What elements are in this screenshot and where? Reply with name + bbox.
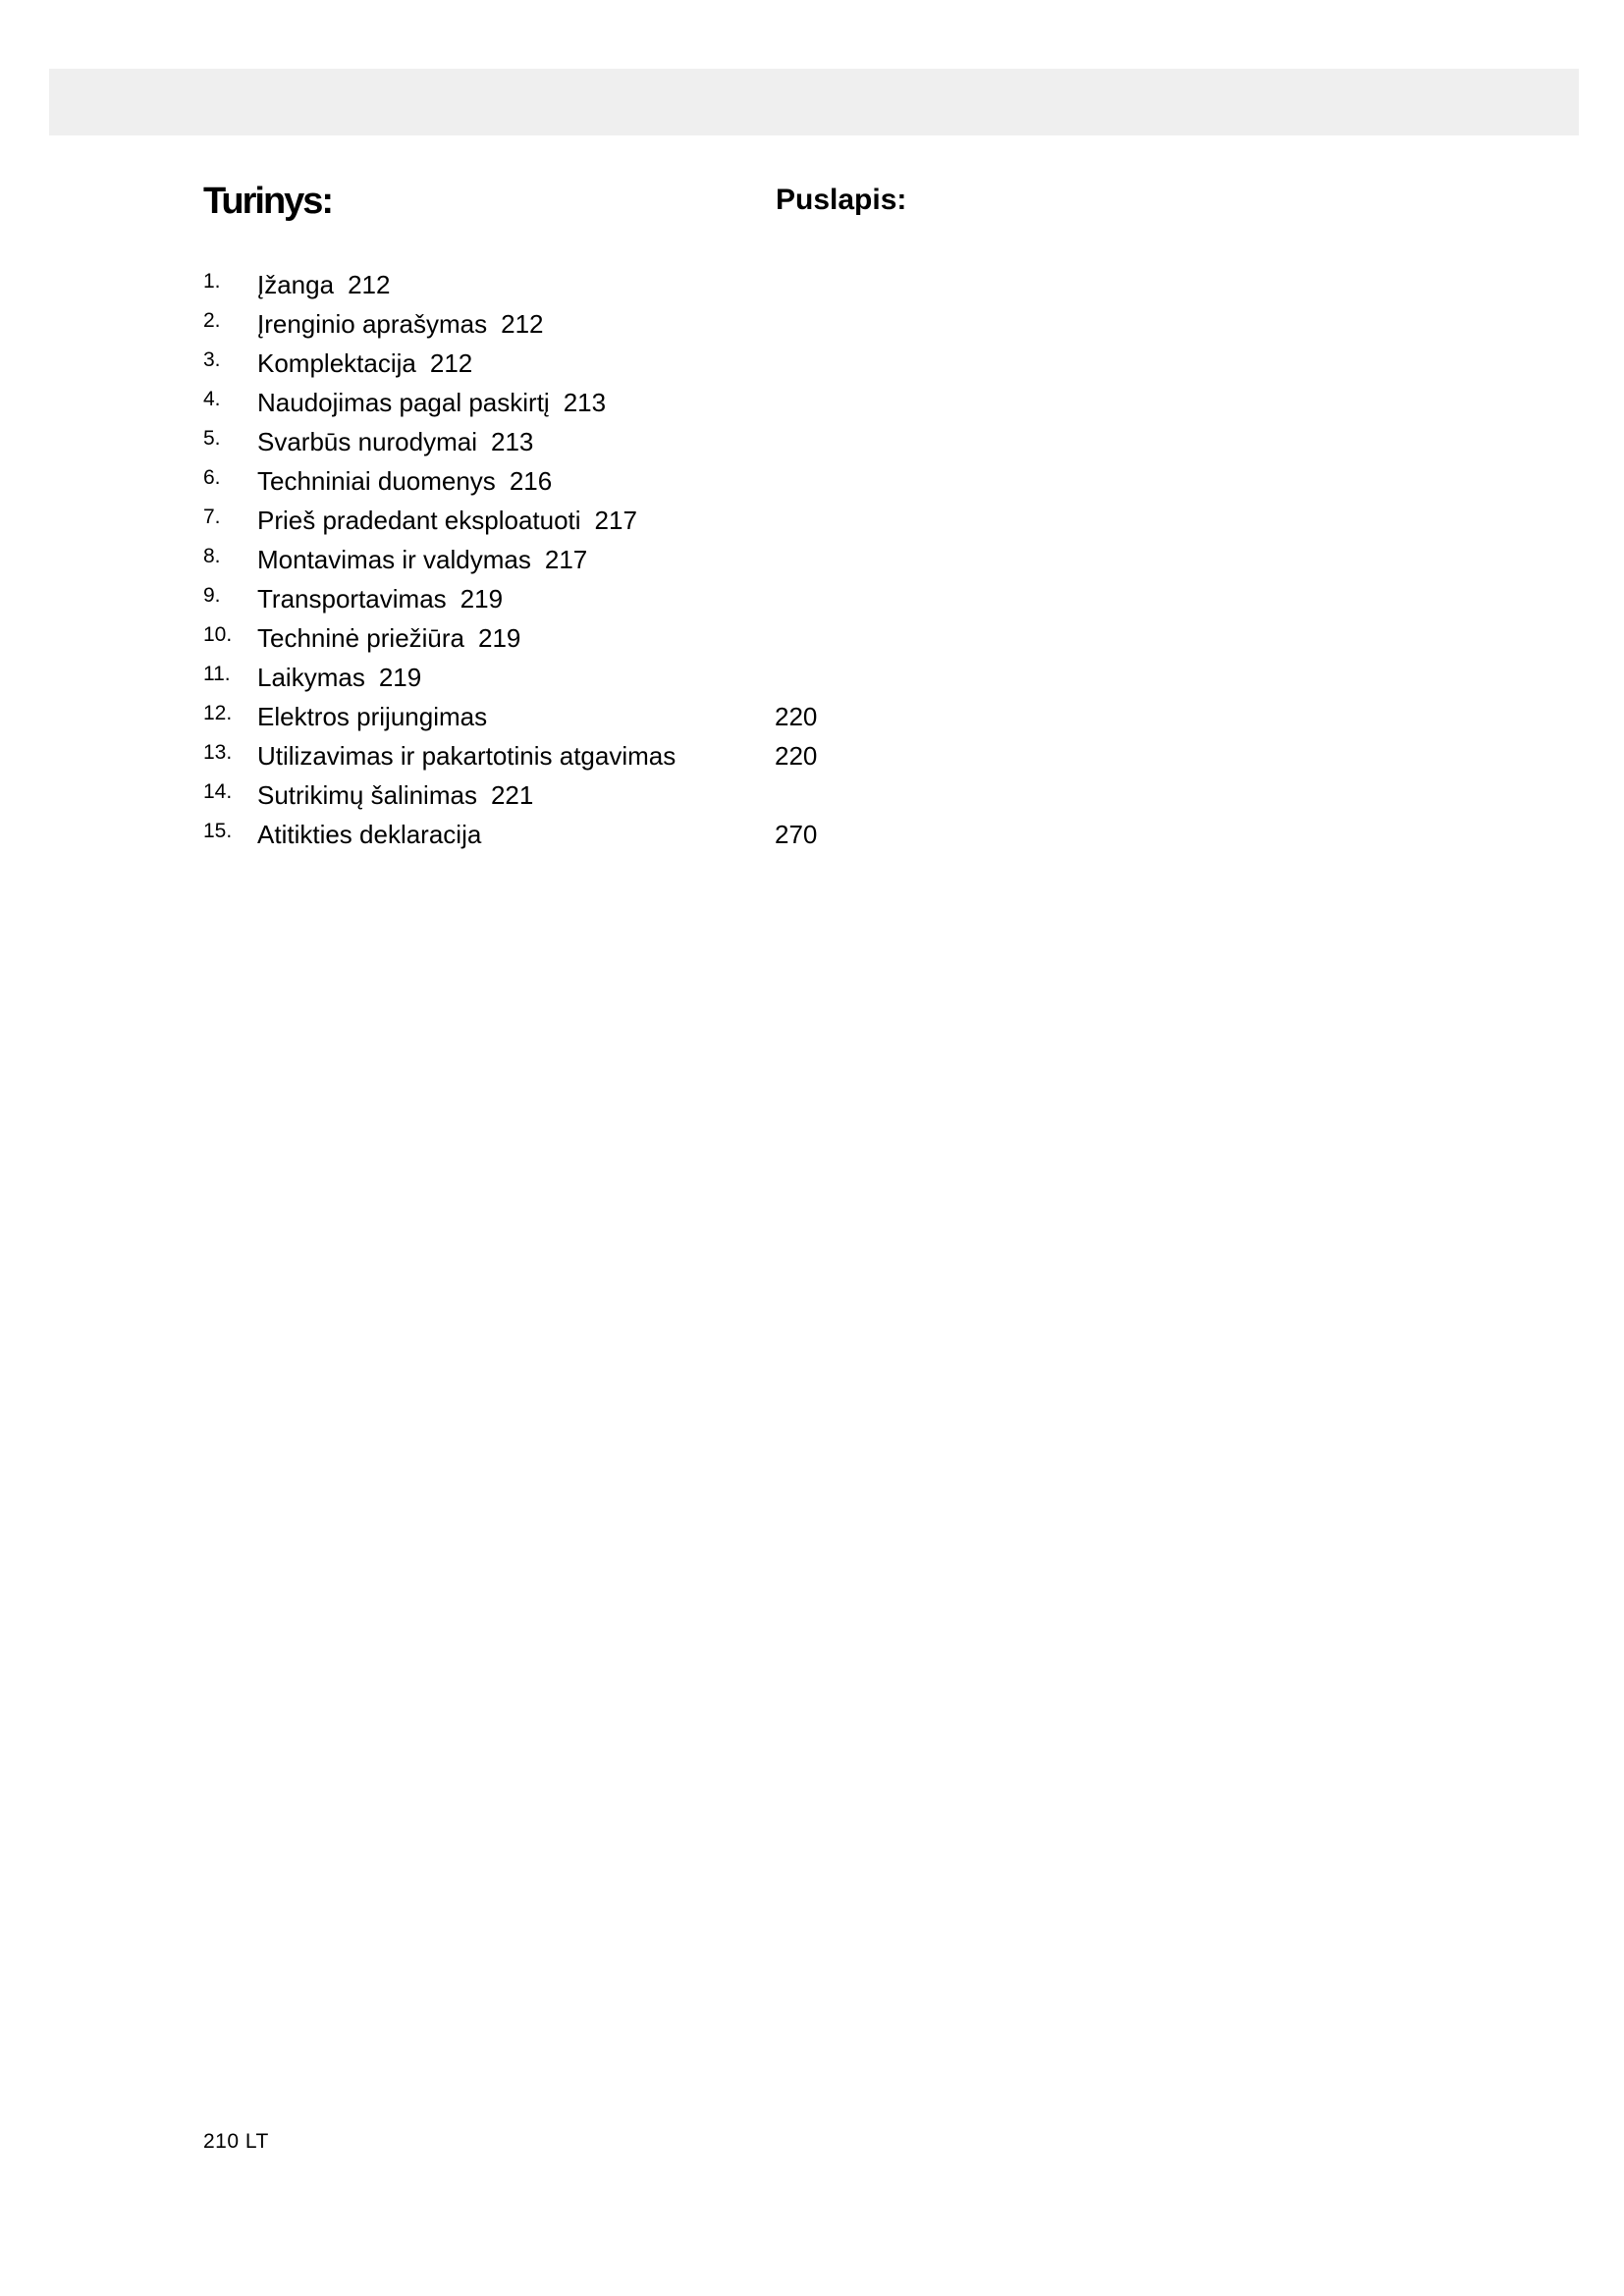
toc-entry-number: 9. [203, 584, 221, 607]
toc-entry[interactable] [203, 775, 1087, 815]
toc-entry[interactable] [203, 461, 1087, 501]
toc-entry-title [257, 422, 533, 461]
toc-entry-number: 12. [203, 702, 233, 724]
toc-entry-number: 15. [203, 820, 233, 842]
toc-entry-label: Naudojimas pagal paskirtį [257, 388, 550, 417]
toc-entry-title [257, 461, 552, 501]
toc-entry-title [257, 697, 487, 736]
toc-entry[interactable] [203, 304, 1087, 344]
toc-entry-number: 10. [203, 623, 233, 646]
toc-entry-page: 221 [490, 780, 534, 810]
toc-entry-number: 14. [203, 780, 233, 803]
toc-entry-label: Atitikties deklaracija [257, 820, 482, 849]
toc-entry-page: 217 [594, 506, 637, 535]
toc-entry-title [257, 815, 481, 854]
toc-title: Turinys: [203, 181, 333, 222]
toc-entry-title [257, 540, 587, 579]
toc-entry-number: 8. [203, 545, 221, 567]
toc-entry-number: 7. [203, 506, 221, 528]
toc-entry[interactable] [203, 344, 1087, 383]
toc-entry-title [257, 265, 390, 304]
toc-entry-title [257, 736, 676, 775]
toc-entry-page: 219 [460, 584, 504, 614]
toc-entry-title [257, 775, 533, 815]
toc-entry-label: Laikymas [257, 663, 365, 692]
toc-entry[interactable] [203, 383, 1087, 422]
toc-entry[interactable] [203, 579, 1087, 618]
toc-entry[interactable] [203, 658, 1087, 697]
toc-entry[interactable] [203, 815, 1087, 854]
toc-entry-label: Transportavimas [257, 584, 447, 614]
toc-entry-number: 11. [203, 663, 231, 685]
toc-entry-page: 212 [429, 348, 473, 378]
toc-entry-label: Įrenginio aprašymas [257, 309, 488, 339]
toc-entry-number: 1. [203, 270, 221, 293]
toc-entry-page: 212 [348, 270, 391, 299]
toc-entry-label: Techninė priežiūra [257, 623, 465, 653]
header-band [49, 69, 1579, 135]
toc-entry-label: Techniniai duomenys [257, 466, 496, 496]
toc-entry-number: 4. [203, 388, 221, 410]
toc-entry-label: Elektros prijungimas [257, 702, 488, 731]
toc-entry-title [257, 658, 421, 697]
toc-entry-title [257, 304, 544, 344]
toc-entry-page: 213 [491, 427, 534, 456]
toc-entry-label: Sutrikimų šalinimas [257, 780, 477, 810]
toc-entry-page: 220 [775, 741, 818, 771]
toc-entry[interactable] [203, 501, 1087, 540]
toc-entry-label: Montavimas ir valdymas [257, 545, 531, 574]
toc-entry-page: 213 [563, 388, 607, 417]
toc-entry-number: 5. [203, 427, 221, 450]
toc-entry-page: 220 [775, 702, 818, 731]
toc-entry-label: Svarbūs nurodymai [257, 427, 477, 456]
toc-entry-page: 219 [478, 623, 521, 653]
toc-entry-label: Komplektacija [257, 348, 416, 378]
toc-entry-number: 6. [203, 466, 221, 489]
toc-entry-label: Utilizavimas ir pakartotinis atgavimas [257, 741, 677, 771]
toc-entry[interactable] [203, 697, 1087, 736]
toc-entry-page: 219 [378, 663, 422, 692]
toc-entry-page: 270 [775, 820, 818, 849]
toc-entry-page: 217 [544, 545, 588, 574]
toc-entry-number: 13. [203, 741, 233, 764]
toc-entry-label: Įžanga [257, 270, 335, 299]
toc-entry-label: Prieš pradedant eksploatuoti [257, 506, 581, 535]
toc-entry-number: 3. [203, 348, 221, 371]
toc-entry[interactable] [203, 736, 1087, 775]
footer-page-number: 210 LT [203, 2130, 269, 2153]
toc-entry[interactable] [203, 540, 1087, 579]
toc-entry-title [257, 501, 637, 540]
page-column-title: Puslapis: [776, 184, 907, 216]
toc-entry-page: 212 [501, 309, 544, 339]
toc-entry-title [257, 383, 606, 422]
toc-entry[interactable] [203, 422, 1087, 461]
toc-entry-title [257, 579, 503, 618]
toc-entry-title [257, 618, 520, 658]
toc-entry-page: 216 [509, 466, 553, 496]
toc-entry[interactable] [203, 618, 1087, 658]
toc-entry-title [257, 344, 472, 383]
toc-entry-number: 2. [203, 309, 221, 332]
toc-entry[interactable] [203, 265, 1087, 304]
toc-list [203, 265, 1087, 854]
